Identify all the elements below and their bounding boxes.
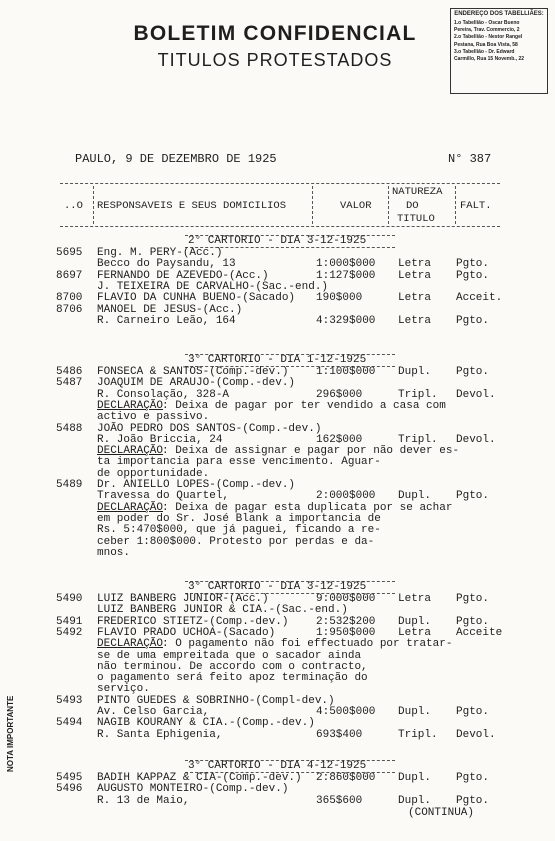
entry-text: R. Santa Ephigenia,: [97, 728, 223, 741]
entry-valor: 9:000$000: [316, 593, 376, 605]
entry-valor: 4:500$000: [316, 706, 376, 718]
entry-number: 5493: [56, 694, 83, 707]
entry-text: mnos.: [97, 546, 131, 559]
entry-text: serviço.: [97, 683, 150, 696]
section-title: 2° CARTORIO - DIA 3-12-1925: [188, 235, 367, 247]
entry-falta: Devol.: [456, 433, 496, 446]
entry-number: 5487: [56, 377, 83, 390]
entry-natureza: Letra: [398, 626, 432, 639]
entry-natureza: Dupl.: [398, 615, 432, 628]
entry-text: Eng. M. PERY-(Acc.): [97, 247, 223, 259]
entry-number: 5486: [56, 366, 83, 378]
bulletin-title: BOLETIM CONFIDENCIAL: [133, 22, 417, 45]
entry-number: 5488: [56, 422, 83, 435]
entry-natureza: Tripl.: [398, 388, 438, 401]
column-divider: [93, 186, 94, 224]
notary-address-box: [450, 8, 548, 94]
entry-valor: 1:100$000: [316, 366, 376, 378]
column-divider: [312, 186, 313, 224]
entry-falta: Pgto.: [456, 258, 490, 271]
entry-text: BADIH KAPPAZ & CIA-(Comp.-dev.): [97, 772, 302, 784]
address-line: Pestana, Rua Boa Vista, 58: [454, 41, 518, 48]
header-bottom-rule: [60, 226, 500, 227]
entry-number: 5495: [56, 772, 83, 784]
entry-text: R. 13 de Maio,: [97, 794, 190, 807]
entry-text: de opportunidade.: [97, 467, 210, 480]
col-falta-header: FALT.: [460, 200, 492, 212]
col-valor-header: VALOR: [340, 200, 372, 212]
col-number-header: ..O: [64, 200, 83, 212]
entry-text: PINTO GUEDES & SOBRINHO-(Compl-dev.): [97, 694, 335, 707]
col-natureza-header: NATUREZA: [392, 186, 443, 198]
entry-falta: Pgto.: [456, 314, 490, 327]
entry-text: R. João Briccia, 24: [97, 433, 223, 446]
entry-valor: 2:532$200: [316, 615, 376, 628]
entry-falta: Pgto.: [456, 269, 490, 282]
entry-valor: 4:329$000: [316, 314, 376, 327]
entry-falta: Pgto.: [456, 490, 490, 503]
declaration-text: : Deixa de pagar esta duplicata por se achar: [162, 501, 453, 514]
declaration-label: DECLARAÇÃO: [97, 399, 164, 412]
date-line: PAULO, 9 DE DEZEMBRO DE 1925: [75, 152, 277, 166]
section-title: 3° CARTORIO - DIA 1-12-1925: [188, 354, 367, 366]
entry-natureza: Tripl.: [398, 728, 438, 741]
entry-text: activo e passivo.: [97, 411, 210, 424]
declaration-label: DECLARAÇÃO: [97, 501, 164, 514]
entry-falta: Pgto.: [456, 366, 490, 378]
section-title: 3° CARTORIO - DIA 3-12-1925: [188, 581, 367, 593]
declaration-label: DECLARAÇÃO: [97, 638, 164, 651]
column-divider: [388, 186, 389, 224]
entry-valor: 2:000$000: [316, 490, 376, 503]
entry-text: LUIZ BANBERG JUNIOR-(Acc.): [97, 593, 269, 605]
header-top-rule: [60, 183, 500, 184]
entry-valor: 365$600: [316, 794, 363, 807]
entry-number: 5492: [56, 626, 83, 639]
entry-text: Rs. 5:470$000, que já paguei, ficando a re-: [97, 524, 381, 537]
entry-text: não terminou. De accordo com o contracto,: [97, 660, 368, 673]
entry-number: 5489: [56, 479, 83, 491]
entry-text: R. Carneiro Leão, 164: [97, 314, 236, 327]
entry-text: se de uma empreitada que o sacador ainda: [97, 649, 362, 662]
col-natureza-header-2: DO: [406, 200, 419, 212]
entry-valor: 2:860$000: [316, 772, 376, 784]
entry-number: 5695: [56, 247, 83, 259]
address-line: Carmillo, Rua 15 Novemb., 22: [454, 56, 525, 63]
bulletin-number: N° 387: [448, 152, 492, 166]
declaration-text: : Deixa de pagar por ter vendido a casa com: [162, 399, 446, 412]
entry-text: o pagamento será feito apoz terminação do: [97, 672, 368, 685]
entry-text: JOAQUIM DE ARAUJO-(Comp.-dev.): [97, 377, 296, 390]
entry-text: FERNANDO DE AZEVEDO-(Acc.): [97, 269, 269, 282]
entry-natureza: Letra: [398, 314, 432, 327]
entry-text: FONSECA & SANTOS-(Comp.-dev.): [97, 366, 289, 378]
entry-valor: 162$000: [316, 433, 363, 446]
col-natureza-header-3: TITULO: [397, 213, 435, 225]
important-note-label: NOTA IMPORTANTE: [6, 695, 15, 772]
col-responsaveis-header: RESPONSAVEIS E SEUS DOMICILIOS: [97, 200, 287, 212]
entry-text: Av. Celso Garcia,: [97, 706, 210, 718]
entry-text: Dr. ANIELLO LOPES-(Comp.-dev.): [97, 479, 296, 491]
entry-text: ceber 1:800$000. Protesto por perdas e da-: [97, 535, 375, 548]
entry-text: R. Consolação, 328-A: [97, 388, 230, 401]
address-box-title: ENDEREÇO DOS TABELLIÃES:: [454, 11, 544, 17]
entry-valor: 190$000: [316, 292, 363, 305]
entry-text: FLAVIO DA CUNHA BUENO-(Sacado): [97, 292, 296, 305]
entry-falta: Devol.: [456, 388, 496, 401]
entry-valor: 1:127$000: [316, 269, 376, 282]
entry-natureza: Letra: [398, 593, 432, 605]
entry-natureza: Dupl.: [398, 772, 432, 784]
entry-natureza: Letra: [398, 269, 432, 282]
address-line: 1.o Tabellião - Oscar Bueno: [454, 20, 520, 26]
entry-text: J. TEIXEIRA DE CARVALHO-(Sac.-end.): [97, 280, 329, 293]
declaration-text: : Deixa de assignar e pagar por não dever es-: [162, 445, 460, 458]
declaration-label: DECLARAÇÃO: [97, 445, 164, 458]
declaration-text: : O pagamento não foi effectuado por tratar-: [162, 638, 453, 651]
entry-number: 5490: [56, 593, 83, 605]
entry-natureza: Dupl.: [398, 706, 432, 718]
section-title: 3° CARTORIO - DIA 4-12-1925: [188, 760, 367, 772]
address-line: Pereira, Trav. Commercio, 2: [454, 27, 520, 34]
address-line: 2.o Tabellião - Nestor Rangel: [454, 34, 523, 41]
address-line: 3.o Tabellião - Dr. Edward: [454, 48, 515, 55]
entry-natureza: Dupl.: [398, 490, 432, 503]
entry-falta: Pgto.: [456, 706, 490, 718]
entry-natureza: Letra: [398, 258, 432, 271]
entry-text: FLAVIO PRADO UCHOA-(Sacado): [97, 626, 276, 639]
entry-falta: Acceite: [456, 626, 503, 639]
entry-text: ta importancia para esse vencimento. Aguar-: [97, 456, 381, 469]
entry-number: 8697: [56, 269, 83, 282]
entry-text: MANOEL DE JESUS-(Acc.): [97, 303, 243, 316]
entry-number: 8700: [56, 292, 83, 305]
entry-falta: Pgto.: [456, 593, 490, 605]
entry-natureza: Letra: [398, 292, 432, 305]
entry-text: NAGIB KOURANY & CIA.-(Comp.-dev.): [97, 717, 315, 730]
entry-text: LUIZ BANBERG JUNIOR & CIA.-(Sac.-end.): [97, 604, 348, 617]
entry-text: JOÃO PEDRO DOS SANTOS-(Comp.-dev.): [97, 422, 322, 435]
continued-note: (CONTINUA): [408, 807, 475, 819]
entry-number: 5494: [56, 717, 83, 730]
entry-falta: Acceit.: [456, 292, 503, 305]
entry-valor: 296$000: [316, 388, 363, 401]
entry-number: 8706: [56, 303, 83, 316]
entry-text: AUGUSTO MONTEIRO-(Comp.-dev.): [97, 783, 289, 796]
entry-valor: 693$400: [316, 728, 363, 741]
column-divider: [455, 186, 456, 224]
entry-valor: 1:950$000: [316, 626, 376, 639]
entry-falta: Devol.: [456, 728, 496, 741]
entry-falta: Pgto.: [456, 794, 490, 807]
entry-valor: 1:000$000: [316, 258, 376, 271]
entry-text: Travessa do Quartel,: [97, 490, 230, 503]
bulletin-subtitle: TITULOS PROTESTADOS: [157, 50, 393, 70]
entry-number: 5496: [56, 783, 83, 796]
entry-text: em poder do Sr. José Blank a importancia de: [97, 512, 381, 525]
entry-natureza: Dupl.: [398, 366, 432, 378]
entry-falta: Pgto.: [456, 615, 490, 628]
entry-natureza: Dupl.: [398, 794, 432, 807]
entry-text: FREDERICO STIETZ-(Comp.-dev.): [97, 615, 289, 628]
entry-natureza: Tripl.: [398, 433, 438, 446]
entry-text: Becco do Paysandu, 13: [97, 258, 236, 271]
entry-falta: Pgto.: [456, 772, 490, 784]
entry-number: 5491: [56, 615, 83, 628]
